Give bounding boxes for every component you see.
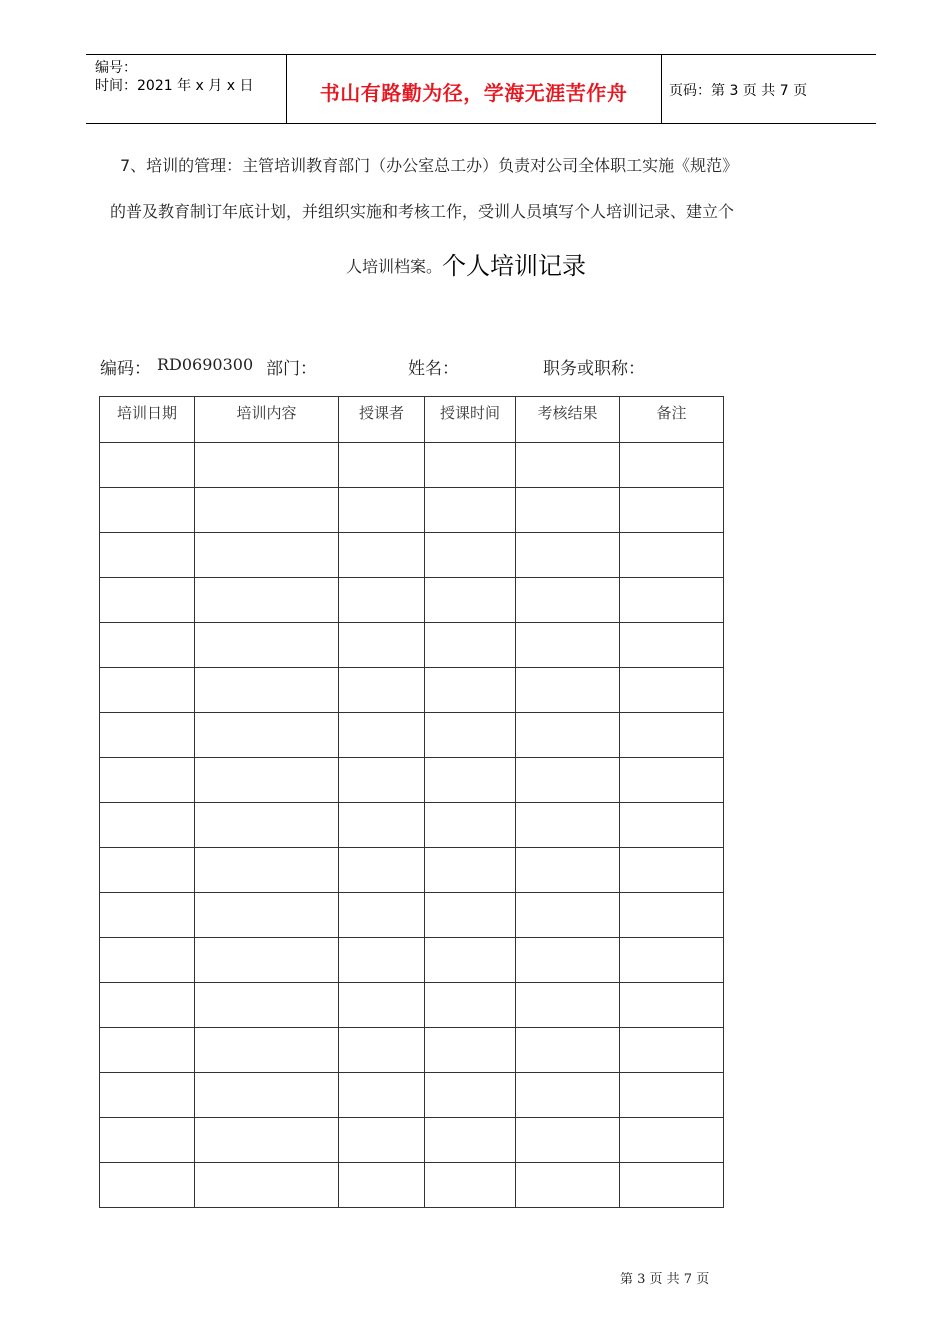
table-row [100, 533, 724, 578]
table-cell[interactable] [516, 623, 620, 668]
table-cell[interactable] [195, 1073, 339, 1118]
header-instructor: 授课者 [339, 397, 425, 443]
table-cell[interactable] [339, 623, 425, 668]
table-cell[interactable] [195, 848, 339, 893]
table-cell[interactable] [516, 1073, 620, 1118]
body-paragraph-line-1: 7、培训的管理：主管培训教育部门（办公室总工办）负责对公司全体职工实施《规范》 [120, 156, 739, 175]
table-cell[interactable] [620, 938, 724, 983]
table-cell[interactable] [516, 983, 620, 1028]
page-header [86, 54, 876, 124]
table-cell[interactable] [100, 803, 195, 848]
table-cell[interactable] [620, 803, 724, 848]
header-assessment-result: 考核结果 [516, 397, 620, 443]
table-row [100, 623, 724, 668]
table-row [100, 1028, 724, 1073]
table-cell[interactable] [620, 1073, 724, 1118]
table-row [100, 443, 724, 488]
table-row [100, 893, 724, 938]
table-cell[interactable] [425, 848, 516, 893]
header-lecture-time: 授课时间 [425, 397, 516, 443]
table-cell[interactable] [425, 623, 516, 668]
body-paragraph-line-3 [346, 252, 950, 280]
table-cell[interactable] [100, 1028, 195, 1073]
footer-page-info: 第 3 页 共 7 页 [620, 1272, 710, 1287]
table-cell[interactable] [195, 713, 339, 758]
table-cell[interactable] [195, 938, 339, 983]
table-cell[interactable] [195, 1028, 339, 1073]
table-cell[interactable] [425, 1163, 516, 1208]
table-cell[interactable] [100, 443, 195, 488]
table-cell[interactable] [425, 938, 516, 983]
table-cell[interactable] [516, 713, 620, 758]
table-cell[interactable] [425, 1028, 516, 1073]
table-cell[interactable] [100, 668, 195, 713]
header-page-info: 页码：第 3 页 共 7 页 [669, 83, 808, 99]
header-time-label: 时间：2021 年 x 月 x 日 [95, 78, 254, 94]
table-cell[interactable] [620, 1163, 724, 1208]
table-cell[interactable] [339, 758, 425, 803]
table-cell[interactable] [425, 803, 516, 848]
table-cell[interactable] [620, 1028, 724, 1073]
table-row [100, 983, 724, 1028]
table-cell[interactable] [516, 938, 620, 983]
table-cell[interactable] [339, 533, 425, 578]
table-cell[interactable] [516, 1118, 620, 1163]
table-cell[interactable] [100, 893, 195, 938]
table-cell[interactable] [425, 1118, 516, 1163]
table-cell[interactable] [195, 1118, 339, 1163]
table-cell[interactable] [195, 758, 339, 803]
table-cell[interactable] [100, 713, 195, 758]
header-training-content: 培训内容 [195, 397, 339, 443]
table-row [100, 1163, 724, 1208]
table-cell[interactable] [100, 758, 195, 803]
table-cell[interactable] [425, 488, 516, 533]
table-body [100, 443, 724, 1208]
table-cell[interactable] [339, 668, 425, 713]
table-cell[interactable] [620, 848, 724, 893]
table-cell[interactable] [516, 1163, 620, 1208]
table-cell[interactable] [339, 848, 425, 893]
table-cell[interactable] [339, 1073, 425, 1118]
table-cell[interactable] [339, 938, 425, 983]
table-row [100, 713, 724, 758]
table-cell[interactable] [195, 578, 339, 623]
table-cell[interactable] [339, 983, 425, 1028]
training-record-table [99, 396, 724, 1208]
table-cell[interactable] [100, 983, 195, 1028]
table-row [100, 578, 724, 623]
table-cell[interactable] [195, 803, 339, 848]
table-cell[interactable] [425, 443, 516, 488]
header-training-date: 培训日期 [100, 397, 195, 443]
table-cell[interactable] [516, 488, 620, 533]
table-cell[interactable] [195, 488, 339, 533]
table-header-row [100, 397, 724, 443]
table-cell[interactable] [339, 443, 425, 488]
code-label: 编码： [100, 359, 151, 379]
table-cell[interactable] [620, 668, 724, 713]
table-row [100, 668, 724, 713]
table-cell[interactable] [195, 443, 339, 488]
table-cell[interactable] [516, 1028, 620, 1073]
table-cell[interactable] [620, 758, 724, 803]
table-cell[interactable] [516, 803, 620, 848]
table-cell[interactable] [620, 533, 724, 578]
document-title: 个人培训记录 [442, 252, 587, 280]
table-cell[interactable] [339, 578, 425, 623]
table-row [100, 1073, 724, 1118]
table-row [100, 803, 724, 848]
table-cell[interactable] [425, 758, 516, 803]
table-cell[interactable] [339, 893, 425, 938]
table-cell[interactable] [100, 1118, 195, 1163]
table-cell[interactable] [100, 848, 195, 893]
table-cell[interactable] [100, 1163, 195, 1208]
table-cell[interactable] [620, 1118, 724, 1163]
table-cell[interactable] [339, 1118, 425, 1163]
table-cell[interactable] [339, 803, 425, 848]
table-cell[interactable] [339, 713, 425, 758]
table-cell[interactable] [620, 713, 724, 758]
table-cell[interactable] [620, 623, 724, 668]
table-cell[interactable] [195, 983, 339, 1028]
table-cell[interactable] [339, 1028, 425, 1073]
table-cell[interactable] [100, 623, 195, 668]
header-code-label: 编号： [95, 60, 137, 76]
table-cell[interactable] [516, 443, 620, 488]
table-cell[interactable] [100, 533, 195, 578]
department-label: 部门： [266, 359, 317, 379]
table-cell[interactable] [195, 623, 339, 668]
table-cell[interactable] [100, 1073, 195, 1118]
table-cell[interactable] [516, 893, 620, 938]
table-cell[interactable] [516, 668, 620, 713]
table-cell[interactable] [100, 578, 195, 623]
header-remarks: 备注 [620, 397, 724, 443]
position-label: 职务或职称： [543, 359, 645, 379]
table-cell[interactable] [516, 758, 620, 803]
table-cell[interactable] [425, 1073, 516, 1118]
header-divider-right [661, 55, 662, 123]
table-cell[interactable] [425, 893, 516, 938]
table-cell[interactable] [425, 983, 516, 1028]
table-cell[interactable] [100, 488, 195, 533]
body-paragraph-line-3-text: 人培训档案。 [346, 257, 443, 276]
table-cell[interactable] [620, 983, 724, 1028]
table-cell[interactable] [516, 533, 620, 578]
table-cell[interactable] [100, 938, 195, 983]
table-cell[interactable] [425, 713, 516, 758]
table-cell[interactable] [339, 1163, 425, 1208]
table-cell[interactable] [620, 443, 724, 488]
name-label: 姓名： [408, 359, 459, 379]
header-motto: 书山有路勤为径，学海无涯苦作舟 [319, 81, 628, 105]
code-value: RD0690300 [157, 355, 254, 374]
body-paragraph-line-2: 的普及教育制订年底计划，并组织实施和考核工作，受训人员填写个人培训记录、建立个 [110, 202, 735, 221]
table-cell[interactable] [195, 893, 339, 938]
table-cell[interactable] [195, 1163, 339, 1208]
table-cell[interactable] [339, 488, 425, 533]
table-row [100, 1118, 724, 1163]
table-cell[interactable] [620, 488, 724, 533]
table-cell[interactable] [425, 668, 516, 713]
table-row [100, 938, 724, 983]
table-row [100, 848, 724, 893]
table-cell[interactable] [620, 893, 724, 938]
table-cell[interactable] [195, 668, 339, 713]
table-cell[interactable] [620, 578, 724, 623]
table-cell[interactable] [516, 578, 620, 623]
table-cell[interactable] [425, 533, 516, 578]
table-cell[interactable] [516, 848, 620, 893]
table-cell[interactable] [195, 533, 339, 578]
table-row [100, 488, 724, 533]
table-cell[interactable] [425, 578, 516, 623]
table-row [100, 758, 724, 803]
